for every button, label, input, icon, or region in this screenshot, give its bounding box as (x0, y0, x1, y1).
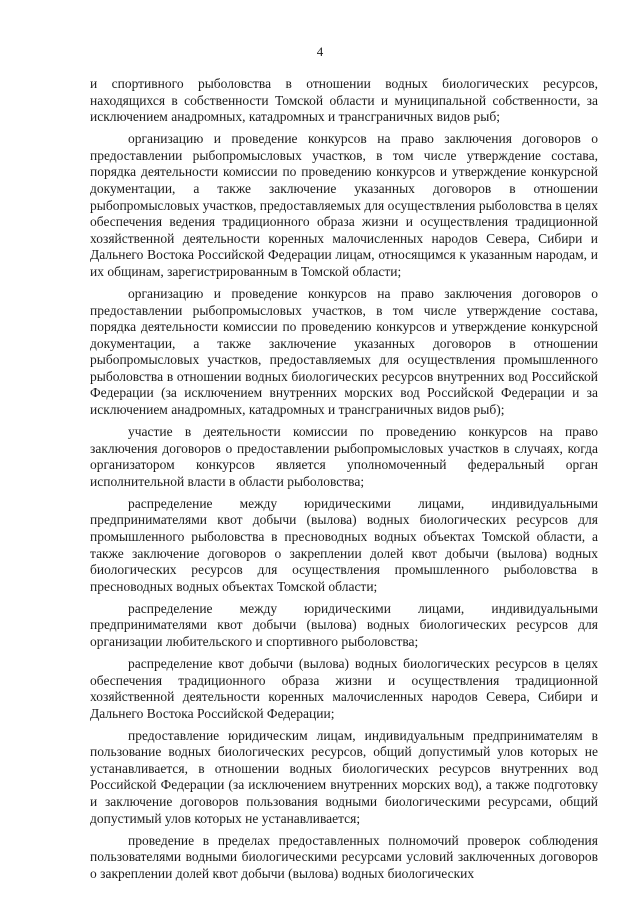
paragraph-4: участие в деятельности комиссии по проведению конкурсов на право заключения договоров о предоставлении рыбопромысловых участков в случаях, когда организатором конкурсов является уполномоченный федеральный орган исполнительной власти в области рыболовства; (90, 424, 598, 489)
paragraph-9: проведение в пределах предоставленных полномочий проверок соблюдения пользователями водными биологическими ресурсами условий заключенных договоров о закреплении долей квот добычи (вылова) водных биологических (90, 832, 598, 881)
paragraph-1: и спортивного рыболовства в отношении водных биологических ресурсов, находящихся в собственности Томской области и муниципальной собственности, за исключением анадромных, катадромных и трансграничных видов рыб; (90, 76, 598, 125)
paragraph-6: распределение между юридическими лицами, индивидуальными предпринимателями квот добычи (вылова) водных биологических ресурсов для организации любительского и спортивного рыболовства; (90, 600, 598, 649)
paragraph-5: распределение между юридическими лицами, индивидуальными предпринимателями квот добычи (вылова) водных биологических ресурсов для промышленного рыболовства в пресноводных водных объектах Томской области, а также заключение договоров о закреплении долей квот добычи (вылова) водных биологических ресурсов для осуществления промышленного рыболовства в пресноводных водных объектах Томской области; (90, 495, 598, 594)
paragraph-8: предоставление юридическим лицам, индивидуальным предпринимателям в пользование водных биологических ресурсов, общий допустимый улов которых не устанавливается, в отношении водных биологических ресурсов внутренних вод Российской Федерации (за исключением внутренних морских вод), а также подготовку и заключение договоров пользования водными биологическими ресурсами, общий допустимый улов которых не устанавливается; (90, 727, 598, 826)
paragraph-3: организацию и проведение конкурсов на право заключения договоров о предоставлении рыбопромысловых участков, в том числе утверждение состава, порядка деятельности комиссии по проведению конкурсов и утверждение конкурсной документации, а также заключение указанных договоров в отношении рыбопромысловых участков, предоставляемых для осуществления промышленного рыболовства в отношении водных биологических ресурсов внутренних вод Российской Федерации (за исключением внутренних морских вод Российской Федерации и за исключением анадромных, катадромных и трансграничных видов рыб); (90, 285, 598, 418)
document-body (90, 76, 598, 888)
paragraph-2: организацию и проведение конкурсов на право заключения договоров о предоставлении рыбопромысловых участков, в том числе утверждение состава, порядка деятельности комиссии по проведению конкурсов и утверждение конкурсной документации, а также заключение указанных договоров в отношении рыбопромысловых участков, предоставляемых для осуществления рыболовства в целях обеспечения ведения традиционного образа жизни и осуществления традиционной хозяйственной деятельности коренных малочисленных народов Севера, Сибири и Дальнего Востока Российской Федерации лицам, относящимся к указанным народам, и их общинам, зарегистрированным в Томской области; (90, 131, 598, 279)
paragraph-7: распределение квот добычи (вылова) водных биологических ресурсов в целях обеспечения традиционного образа жизни и осуществления традиционной хозяйственной деятельности коренных малочисленных народов Севера, Сибири и Дальнего Востока Российской Федерации; (90, 655, 598, 721)
page-number: 4 (316, 44, 324, 59)
